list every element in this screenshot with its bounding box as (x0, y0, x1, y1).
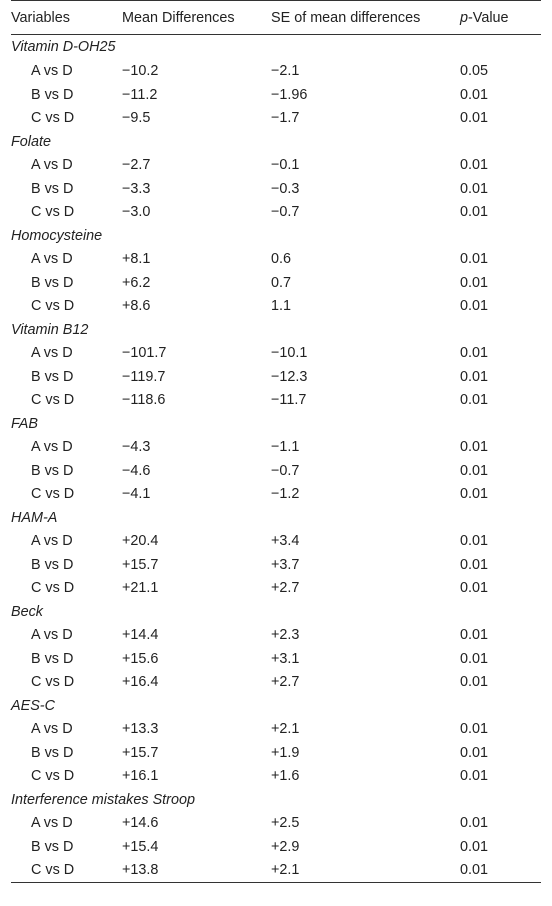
p-value-cell: 0.01 (460, 204, 489, 221)
comparison-label: A vs D (31, 63, 73, 80)
table-row (11, 483, 541, 507)
mean-difference-cell: +8.1 (122, 251, 151, 268)
table-row (11, 177, 541, 201)
se-cell: +2.7 (271, 580, 300, 597)
table-row (11, 765, 541, 789)
mean-difference-cell: −9.5 (122, 110, 151, 127)
se-cell: −0.7 (271, 204, 300, 221)
table-row (11, 741, 541, 765)
comparison-label: A vs D (31, 439, 73, 456)
table-row (11, 365, 541, 389)
p-value-cell: 0.01 (460, 439, 489, 456)
se-cell: −0.1 (271, 157, 300, 174)
group-row (11, 35, 541, 60)
se-cell: +2.1 (271, 721, 300, 738)
header-row (11, 1, 541, 35)
table-row (11, 859, 541, 883)
mean-difference-cell: −4.1 (122, 486, 151, 503)
se-cell: +3.1 (271, 650, 300, 667)
group-name: AES-C (11, 697, 55, 714)
p-value-cell: 0.01 (460, 157, 489, 174)
p-value-cell: 0.01 (460, 86, 489, 103)
se-cell: −1.96 (271, 86, 308, 103)
p-value-cell: 0.01 (460, 650, 489, 667)
comparison-label: B vs D (31, 556, 74, 573)
p-value-cell: 0.01 (460, 368, 489, 385)
group-name: Vitamin D-OH25 (11, 39, 116, 56)
p-value-cell: 0.01 (460, 274, 489, 291)
group-name: Homocysteine (11, 227, 103, 244)
mean-difference-cell: +21.1 (122, 580, 159, 597)
group-name: HAM-A (11, 509, 58, 526)
p-value-cell: 0.01 (460, 110, 489, 127)
se-cell: −1.2 (271, 486, 300, 503)
comparison-label: C vs D (31, 862, 75, 878)
group-name: FAB (11, 415, 38, 432)
table-row (11, 83, 541, 107)
mean-difference-cell: +15.7 (122, 556, 159, 573)
table-row (11, 671, 541, 695)
p-value-cell: 0.01 (460, 744, 489, 761)
comparison-label: C vs D (31, 580, 75, 597)
table-row (11, 154, 541, 178)
se-cell: +1.9 (271, 744, 300, 761)
table-row (11, 342, 541, 366)
results-table-container (11, 0, 541, 883)
p-value-cell: 0.01 (460, 345, 489, 362)
group-name: Interference mistakes Stroop (11, 791, 195, 808)
group-row (11, 318, 541, 342)
p-value-cell: 0.01 (460, 674, 489, 691)
p-value-cell: 0.01 (460, 533, 489, 550)
table-row (11, 271, 541, 295)
comparison-label: B vs D (31, 368, 74, 385)
se-cell: +2.9 (271, 838, 300, 855)
comparison-label: C vs D (31, 204, 75, 221)
p-value-cell: 0.01 (460, 580, 489, 597)
comparison-label: B vs D (31, 274, 74, 291)
table-row (11, 436, 541, 460)
p-value-cell: 0.01 (460, 251, 489, 268)
comparison-label: C vs D (31, 674, 75, 691)
table-body (11, 35, 541, 883)
header-se-mean-differences: SE of mean differences (271, 1, 460, 35)
table-row (11, 812, 541, 836)
mean-difference-cell: −10.2 (122, 63, 159, 80)
header-mean-differences: Mean Differences (122, 1, 271, 35)
mean-difference-cell: +14.4 (122, 627, 159, 644)
mean-difference-cell: +16.4 (122, 674, 159, 691)
p-value-cell: 0.01 (460, 627, 489, 644)
se-cell: −10.1 (271, 345, 308, 362)
table-row (11, 835, 541, 859)
se-cell: +3.7 (271, 556, 300, 573)
comparison-label: C vs D (31, 392, 75, 409)
se-cell: −0.7 (271, 462, 300, 479)
p-value-cell: 0.01 (460, 721, 489, 738)
header-p-italic: p (460, 9, 469, 26)
group-row (11, 694, 541, 718)
mean-difference-cell: −119.7 (122, 368, 166, 385)
group-row (11, 224, 541, 248)
mean-difference-cell: +15.4 (122, 838, 159, 855)
mean-difference-cell: −3.0 (122, 204, 151, 221)
mean-difference-cell: +14.6 (122, 815, 159, 832)
se-cell: +1.6 (271, 768, 300, 785)
p-value-cell: 0.01 (460, 768, 489, 785)
comparison-label: A vs D (31, 157, 73, 174)
table-row (11, 389, 541, 413)
comparison-label: A vs D (31, 721, 73, 738)
table-row (11, 60, 541, 84)
comparison-label: B vs D (31, 744, 74, 761)
se-cell: −2.1 (271, 63, 300, 80)
se-cell: 0.7 (271, 274, 292, 291)
se-cell: −1.1 (271, 439, 300, 456)
table-row (11, 624, 541, 648)
comparison-label: B vs D (31, 462, 74, 479)
se-cell: 1.1 (271, 298, 292, 315)
mean-difference-cell: −11.2 (122, 86, 158, 103)
p-value-cell: 0.01 (460, 862, 489, 878)
mean-difference-cell: +6.2 (122, 274, 151, 291)
comparison-label: C vs D (31, 768, 75, 785)
comparison-label: A vs D (31, 251, 73, 268)
mean-difference-cell: +20.4 (122, 533, 159, 550)
se-cell: +2.3 (271, 627, 300, 644)
table-row (11, 107, 541, 131)
mean-difference-cell: −4.6 (122, 462, 151, 479)
mean-difference-cell: +8.6 (122, 298, 151, 315)
p-value-cell: 0.01 (460, 180, 489, 197)
comparison-label: C vs D (31, 298, 75, 315)
comparison-label: C vs D (31, 110, 75, 127)
comparison-label: B vs D (31, 650, 74, 667)
comparison-label: A vs D (31, 627, 73, 644)
comparison-label: B vs D (31, 838, 74, 855)
mean-difference-cell: −101.7 (122, 345, 167, 362)
header-p-rest: -Value (468, 9, 509, 26)
table-row (11, 718, 541, 742)
group-row (11, 506, 541, 530)
se-cell: −0.3 (271, 180, 300, 197)
results-table (11, 0, 541, 883)
p-value-cell: 0.01 (460, 462, 489, 479)
mean-difference-cell: +15.6 (122, 650, 159, 667)
table-row (11, 459, 541, 483)
group-name: Vitamin B12 (11, 321, 89, 338)
p-value-cell: 0.01 (460, 838, 489, 855)
mean-difference-cell: +13.8 (122, 862, 159, 878)
group-name: Beck (11, 603, 43, 620)
table-row (11, 530, 541, 554)
p-value-cell: 0.05 (460, 63, 489, 80)
table-row (11, 647, 541, 671)
mean-difference-cell: −4.3 (122, 439, 151, 456)
comparison-label: A vs D (31, 345, 73, 362)
comparison-label: A vs D (31, 815, 73, 832)
group-row (11, 788, 541, 812)
se-cell: −11.7 (271, 392, 307, 409)
table-row (11, 577, 541, 601)
mean-difference-cell: +13.3 (122, 721, 159, 738)
group-row (11, 412, 541, 436)
se-cell: +2.1 (271, 862, 300, 878)
header-variables: Variables (11, 1, 122, 35)
comparison-label: B vs D (31, 86, 74, 103)
mean-difference-cell: +16.1 (122, 768, 159, 785)
se-cell: +2.7 (271, 674, 300, 691)
table-row (11, 201, 541, 225)
mean-difference-cell: −2.7 (122, 157, 151, 174)
header-p-value (460, 1, 541, 35)
group-row (11, 600, 541, 624)
mean-difference-cell: +15.7 (122, 744, 159, 761)
comparison-label: B vs D (31, 180, 74, 197)
table-row (11, 295, 541, 319)
p-value-cell: 0.01 (460, 556, 489, 573)
p-value-cell: 0.01 (460, 815, 489, 832)
comparison-label: A vs D (31, 533, 73, 550)
table-row (11, 553, 541, 577)
mean-difference-cell: −3.3 (122, 180, 151, 197)
se-cell: −12.3 (271, 368, 308, 385)
table-row (11, 248, 541, 272)
group-name: Folate (11, 133, 51, 150)
mean-difference-cell: −118.6 (122, 392, 166, 409)
p-value-cell: 0.01 (460, 392, 489, 409)
se-cell: 0.6 (271, 251, 292, 268)
se-cell: +2.5 (271, 815, 300, 832)
se-cell: +3.4 (271, 533, 300, 550)
table-header (11, 1, 541, 35)
p-value-cell: 0.01 (460, 486, 489, 503)
group-row (11, 130, 541, 154)
se-cell: −1.7 (271, 110, 300, 127)
comparison-label: C vs D (31, 486, 75, 503)
p-value-cell: 0.01 (460, 298, 489, 315)
